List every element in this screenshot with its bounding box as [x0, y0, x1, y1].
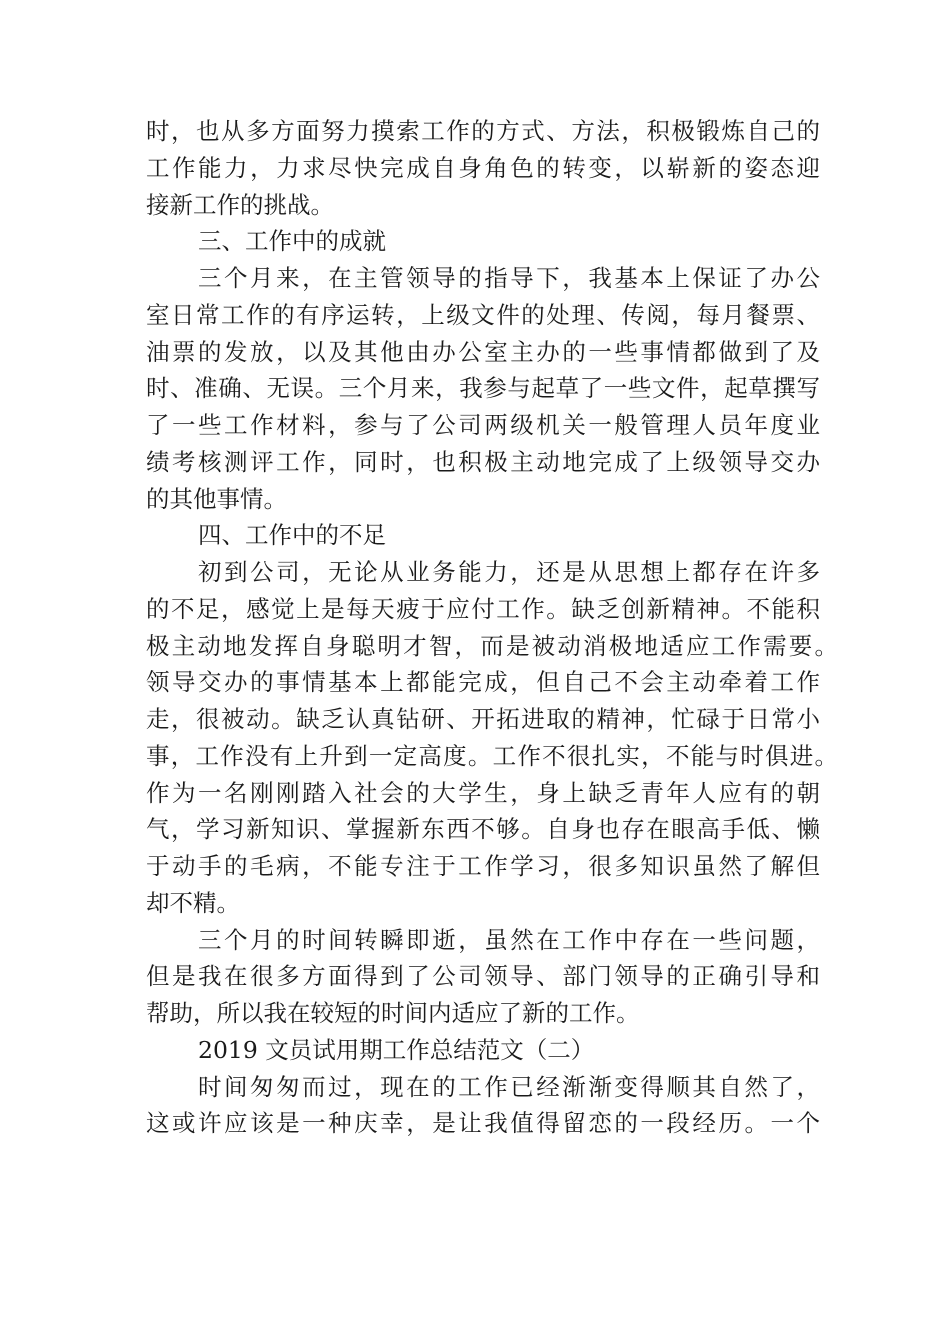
text-line: 三个月来，在主管领导的指导下，我基本上保证了办公 [198, 264, 820, 292]
text-line: 但是我在很多方面得到了公司领导、部门领导的正确引导和 [146, 962, 820, 991]
text-line: 时，也从多方面努力摸索工作的方式、方法，积极锻炼自己的 [146, 117, 820, 145]
text-line: 时、准确、无误。三个月来，我参与起草了一些文件，起草撰写 [146, 374, 820, 403]
text-line: 绩考核测评工作，同时，也积极主动地完成了上级领导交办 [146, 447, 820, 476]
text-line: 三个月的时间转瞬即逝，虽然在工作中存在一些问题， [198, 925, 820, 954]
text-line: 时间匆匆而过，现在的工作已经渐渐变得顺其自然了， [198, 1072, 820, 1101]
text-line: 的不足，感觉上是每天疲于应付工作。缺乏创新精神。不能积 [146, 594, 820, 623]
text-line: 的其他事情。 [146, 484, 287, 513]
text-line: 极主动地发挥自身聪明才智，而是被动消极地适应工作需要。 [146, 631, 838, 660]
text-line: 室日常工作的有序运转，上级文件的处理、传阅，每月餐票、 [146, 300, 820, 329]
text-line: 工作能力，力求尽快完成自身角色的转变，以崭新的姿态迎 [146, 153, 820, 182]
text-line: 走，很被动。缺乏认真钻研、开拓进取的精神，忙碌于日常小 [146, 705, 820, 733]
text-line: 领导交办的事情基本上都能完成，但自己不会主动牵着工作 [146, 668, 820, 697]
text-line: 帮助，所以我在较短的时间内适应了新的工作。 [146, 999, 640, 1027]
document-body [146, 113, 838, 1142]
text-line: 油票的发放，以及其他由办公室主办的一些事情都做到了及 [146, 337, 820, 366]
text-line: 于动手的毛病，不能专注于工作学习，很多知识虽然了解但 [146, 852, 820, 880]
text-line: 这或许应该是一种庆幸，是让我值得留恋的一段经历。一个 [146, 1109, 820, 1138]
section-heading: 三、工作中的成就 [198, 227, 386, 256]
text-line: 却不精。 [146, 888, 240, 917]
article-title: 2019 文员试用期工作总结范文（二） [198, 1035, 595, 1064]
text-line: 了一些工作材料，参与了公司两级机关一般管理人员年度业 [146, 411, 820, 439]
text-line: 事，工作没有上升到一定高度。工作不很扎实，不能与时俱进。 [146, 741, 838, 770]
text-line: 初到公司，无论从业务能力，还是从思想上都存在许多 [198, 558, 820, 586]
text-line: 接新工作的挑战。 [146, 190, 334, 219]
text-line: 气，学习新知识、掌握新东西不够。自身也存在眼高手低、懒 [146, 815, 820, 844]
section-heading: 四、工作中的不足 [198, 521, 386, 550]
text-line: 作为一名刚刚踏入社会的大学生，身上缺乏青年人应有的朝 [146, 778, 820, 807]
